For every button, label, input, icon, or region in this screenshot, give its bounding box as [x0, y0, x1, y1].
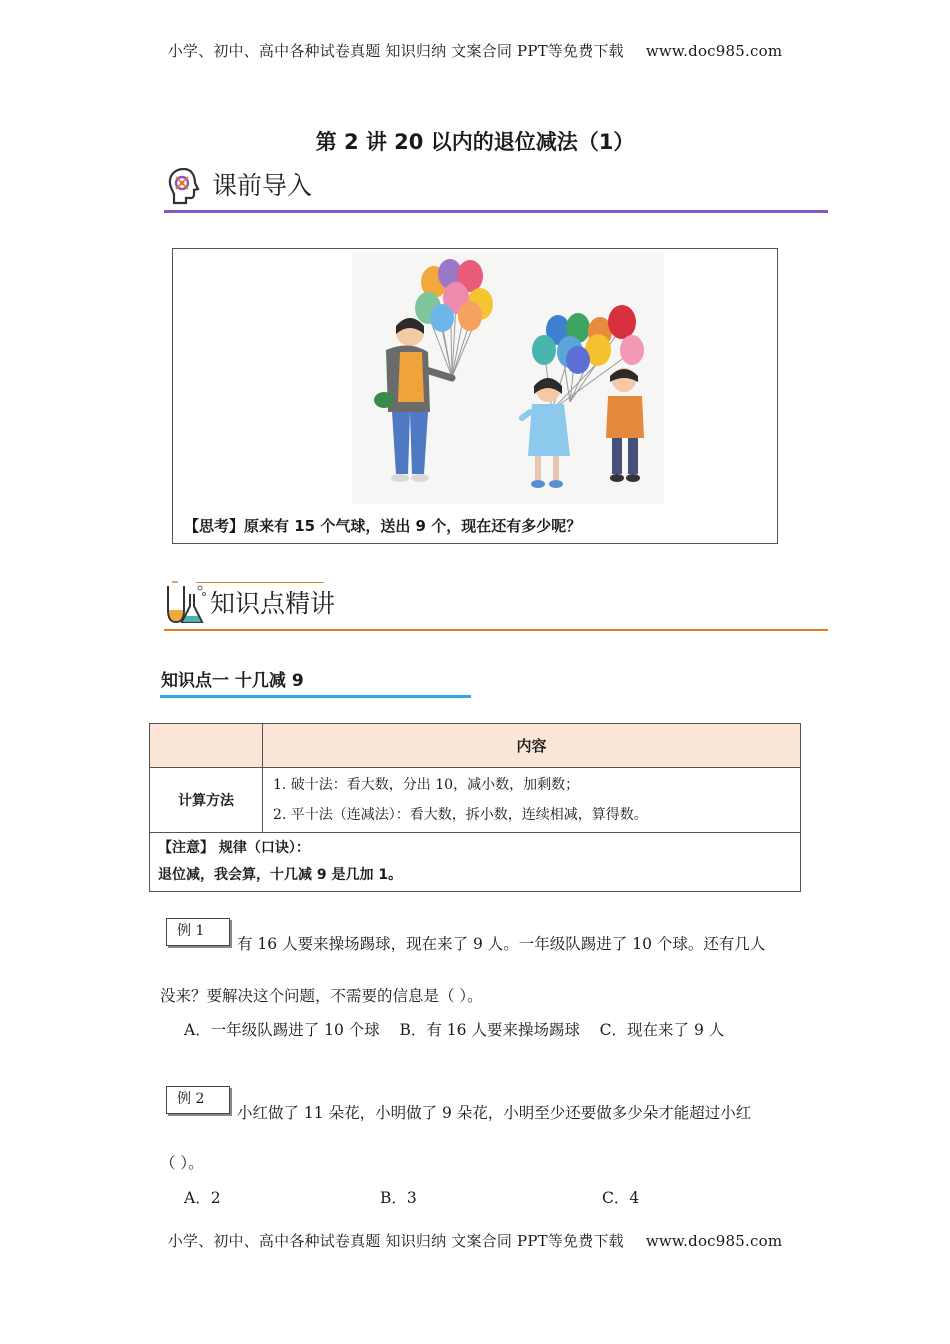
head-gear-icon — [166, 166, 202, 206]
header-text: 小学、初中、高中各种试卷真题 知识归纳 文案合同 PPT等免费下载 — [167, 42, 624, 60]
think-question: 【思考】原来有 15 个气球，送出 9 个，现在还有多少呢？ — [184, 517, 582, 535]
footer-text: 小学、初中、高中各种试卷真题 知识归纳 文案合同 PPT等免费下载 — [167, 1232, 624, 1250]
example1-options: A．一年级队踢进了 10 个球 B．有 16 人要来操场踢球 C．现在来了 9 人 — [184, 1021, 725, 1039]
section1-icon — [166, 166, 202, 206]
note-line-1: 【注意】 规律（口诀）： — [158, 840, 310, 856]
example2-line2: （ ）。 — [160, 1154, 204, 1172]
method-line-2: 2. 平十法（连减法）：看大数，拆小数，连续相减，算得数。 — [273, 807, 648, 823]
example2-option-c: C．4 — [602, 1189, 640, 1207]
method-line-1: 1. 破十法：看大数，分出 10，减小数，加剩数； — [273, 777, 580, 793]
section1-divider — [164, 210, 828, 213]
table-header-empty — [150, 724, 263, 768]
section2-heading: 知识点精讲 — [210, 589, 336, 618]
page-header — [0, 40, 950, 61]
table-header-content: 内容 — [263, 724, 801, 768]
table-row — [150, 833, 801, 892]
knowledge-point-title: 知识点一 十几减 9 — [161, 671, 304, 691]
example2-option-a: A．2 — [184, 1189, 221, 1207]
note-cell — [150, 833, 801, 892]
method-label: 计算方法 — [150, 768, 263, 833]
header-url[interactable]: www.doc985.com — [645, 42, 783, 60]
section2-divider — [164, 629, 828, 631]
knowledge-point-underline — [160, 695, 471, 698]
example2-tag: 例 2 — [166, 1086, 230, 1114]
table-row — [150, 768, 801, 833]
example1-tag: 例 1 — [166, 918, 230, 946]
example1-line2: 没来？要解决这个问题，不需要的信息是（ ）。 — [160, 987, 483, 1005]
method-body — [263, 768, 801, 833]
footer-url[interactable]: www.doc985.com — [645, 1232, 783, 1250]
page-footer — [0, 1230, 950, 1251]
section1-heading: 课前导入 — [212, 171, 313, 200]
section2-icon — [162, 580, 208, 626]
note-line-2: 退位减，我会算，十几减 9 是几加 1。 — [158, 867, 403, 883]
example1-line1: 有 16 人要来操场踢球，现在来了 9 人。一年级队踢进了 10 个球。还有几人 — [237, 935, 766, 953]
balloon-illustration — [352, 252, 664, 504]
table-header-row — [150, 724, 801, 768]
example2-line1: 小红做了 11 朵花，小明做了 9 朵花，小明至少还要做多少朵才能超过小红 — [237, 1104, 752, 1122]
knowledge-table — [149, 723, 801, 892]
example2-option-b: B．3 — [380, 1189, 417, 1207]
section2-accent-line — [196, 582, 324, 583]
lab-flask-icon — [162, 580, 208, 626]
lesson-title: 第 2 讲 20 以内的退位减法（1） — [315, 130, 635, 154]
